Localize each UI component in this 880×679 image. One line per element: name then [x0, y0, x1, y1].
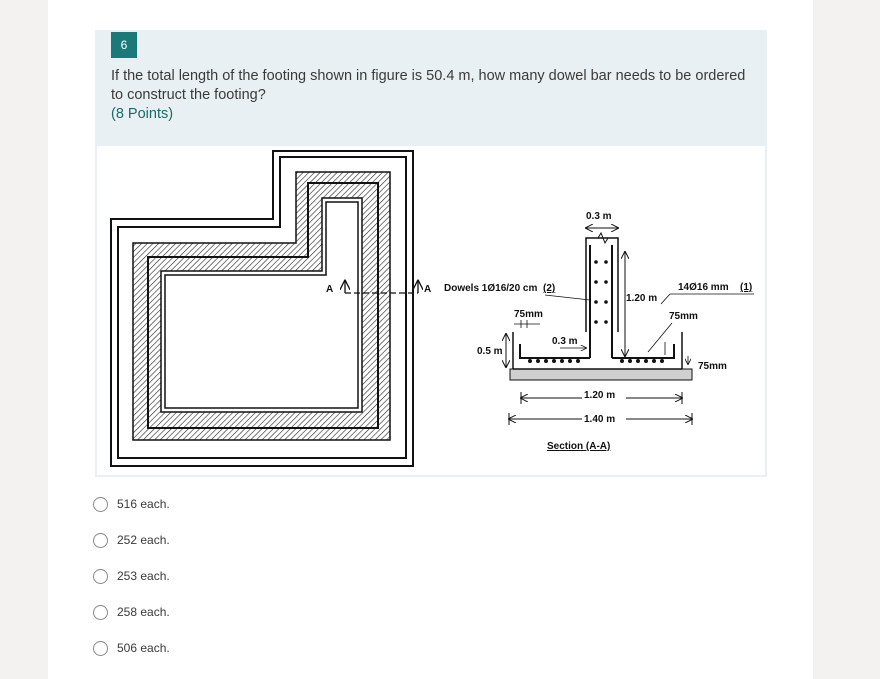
bars-ref: (1) [740, 282, 753, 293]
section-marker-left: A [326, 284, 334, 295]
dim-wall-height: 1.20 m [626, 293, 658, 304]
dim-cover-left: 75mm [514, 309, 543, 320]
radio-button[interactable] [93, 641, 108, 656]
option-label: 516 each. [117, 497, 170, 511]
dim-inner-width: 1.20 m [584, 390, 616, 401]
dim-total-width: 1.40 m [584, 414, 616, 425]
radio-button[interactable] [93, 605, 108, 620]
radio-button[interactable] [93, 533, 108, 548]
dim-cover-bottom: 75mm [698, 361, 727, 372]
section-marker-right: A [424, 284, 432, 295]
longitudinal-bars [528, 260, 664, 363]
option-label: 506 each. [117, 641, 170, 655]
lean-concrete [510, 369, 692, 380]
bars-label: 14Ø16 mm [678, 282, 729, 293]
dim-depth: 0.5 m [477, 346, 503, 357]
option-2[interactable] [93, 530, 170, 550]
option-5[interactable] [93, 638, 170, 658]
wall-inner-face [165, 202, 358, 408]
dim-top-width: 0.3 m [586, 211, 612, 222]
option-label: 253 each. [117, 569, 170, 583]
option-label: 252 each. [117, 533, 170, 547]
radio-button[interactable] [93, 569, 108, 584]
footing-figure [97, 146, 765, 475]
question-number-badge: 6 [111, 32, 137, 58]
dim-cover-right: 75mm [669, 311, 698, 322]
option-label: 258 each. [117, 605, 170, 619]
dowels-ref: (2) [543, 283, 556, 294]
wall-band [133, 172, 390, 440]
question-points: (8 Points) [111, 106, 174, 122]
question-text: If the total length of the footing shown in figure is 50.4 m, how many dowel bar needs to be ordered to construct the footing? [111, 68, 746, 103]
radio-button[interactable] [93, 497, 108, 512]
dim-wall-base: 0.3 m [552, 336, 578, 347]
option-4[interactable] [93, 602, 170, 622]
section-title: Section (A-A) [547, 441, 611, 452]
option-1[interactable] [93, 494, 170, 514]
dowels-label: Dowels 1Ø16/20 cm [444, 283, 538, 294]
option-3[interactable] [93, 566, 170, 586]
